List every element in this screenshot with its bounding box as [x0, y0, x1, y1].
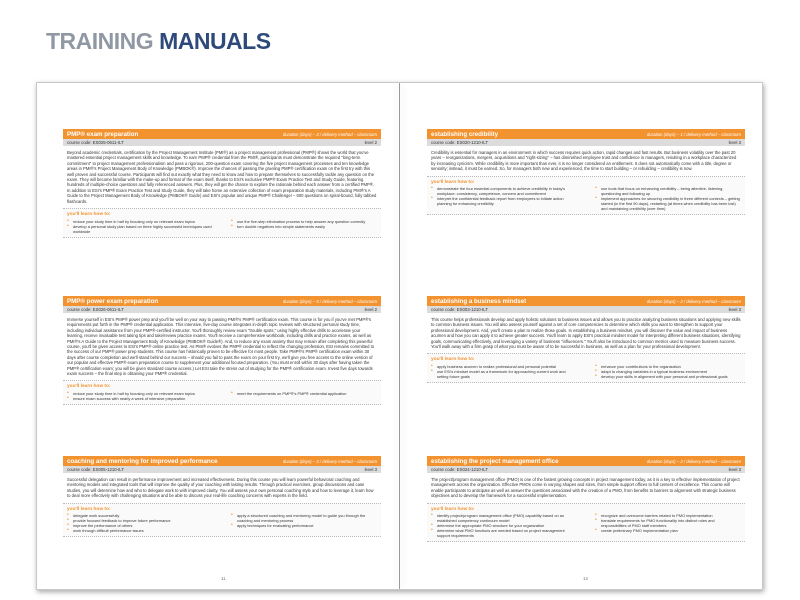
course-description: Credibility is essential for managers in an environment in which success requires quick action, rapid changes and fast results. But business volatility over the past 20 years – reorganizations, mergers, acquisitions and "right-sizing" – has diminished employee trust and confidence in managers, resulting in a workplace characterized by increasing cynicism. While credibility is more important than ever, it is no longer considered an entitlement. It does not automatically come with a title, degree or seniority; instead, it must be earned. So, for managers both new and experienced, the time to start building – or rebuilding – credibility is now.	[431, 150, 737, 172]
course-code: course code: ES005-1210-ILT	[67, 467, 125, 472]
outcomes-right-column	[595, 364, 741, 379]
learning-outcomes-title: you'll learn how to:	[67, 384, 111, 390]
course-description: This course helps professionals develop and apply holistic solutions to business issues and allows you to practice analyzing business situations and applying new skills to common business issues. You will also assess yourself against a set of core competencies to determine which skills you want to strengthen to support your professional development. And, you'll create a plan to realize those goals. In establishing a business mindset, you will discover the value and impact of business acumen and how you can apply it to achieve greater success. You'll learn to apply ESI's practical mindset model for interpreting different business situations, identifying goals, communicating effectively, and leveraging a variety of business "influencers." You'll also be introduced to common metrics used to measure business success. You'll walk away with a firm grasp of what you must be aware of to be successful in business, as well as a plan for your professional development.	[431, 317, 741, 350]
course-title: establishing credibility	[431, 130, 499, 138]
course-description: Successful delegation can result in performance improvement and increased effectiveness. During this course you will learn powerful behavioral coaching and mentoring models and integrated tools that will improve the quality of your coaching with lasting results. Through practical exercises, group discussions and case studies, you will determine how and who to delegate work to with improved clarity. You will assess your own personal coaching style and how to leverage it, learn how to deal more effectively with challenging situations and be able to discuss your real-life coaching concerns with experts in the field.	[67, 477, 374, 499]
list-item: • determine what PMO functions are needed based on project management support requirements	[431, 528, 577, 538]
list-item: • translate requirements for PMO functionality into distinct roles and responsibilities of PMO staff members	[595, 518, 741, 528]
right-page	[427, 83, 745, 589]
list-item: • use ESI's mindset model as a framework for approaching current work and setting future goals	[431, 369, 577, 379]
page-gutter	[399, 83, 400, 589]
outcomes-left-column	[67, 391, 213, 401]
list-item: • recognize and overcome barriers related to PMO implementation	[595, 513, 741, 518]
course-header	[63, 456, 381, 466]
outcomes-left-column	[67, 219, 213, 234]
course-level: level 3	[728, 140, 741, 145]
outcomes-left-column	[431, 513, 577, 538]
course-code: course code: ES025-0611-ILT	[67, 140, 124, 145]
list-item: • provide focused feedback to improve future performance	[67, 518, 213, 523]
course-meta: duration (days) – 2 / delivery method – classroom	[646, 458, 741, 464]
learning-outcomes	[63, 380, 381, 405]
outcomes-right-column	[231, 391, 377, 401]
list-item: • create preliminary PMO implementation plan	[595, 528, 741, 533]
brochure-spread	[36, 82, 763, 590]
outcomes-right-column	[595, 186, 741, 211]
course-header	[427, 296, 745, 306]
learning-outcomes	[427, 176, 745, 216]
list-item: • meet the requirements on PMP®'s PMP® credential application	[231, 391, 377, 396]
course-coaching-and-mentoring	[63, 456, 381, 537]
outcomes-left-column	[431, 364, 577, 379]
course-meta: duration (days) – 2 / delivery method – classroom	[646, 298, 741, 304]
course-meta: duration (days) – 5 / delivery method – classroom	[282, 298, 377, 304]
course-level: level 3	[364, 467, 377, 472]
list-item: • use the five-step elimination process to help answer any question correctly	[231, 219, 377, 224]
learning-outcomes-title: you'll learn how to:	[431, 506, 475, 512]
list-item: • apply techniques for evaluating performance	[231, 523, 377, 528]
course-title: PMP® power exam preparation	[67, 297, 159, 305]
learning-outcomes-title: you'll learn how to:	[67, 212, 111, 218]
learning-outcomes	[427, 353, 745, 383]
learning-outcomes	[427, 503, 745, 543]
course-level: level 2	[364, 140, 377, 145]
course-meta: duration (days) – 1 / delivery method – classroom	[646, 131, 741, 137]
course-header	[427, 129, 745, 139]
course-establishing-credibility	[427, 129, 745, 215]
list-item: • delegate work successfully	[67, 513, 213, 518]
course-title: establishing a business mindset	[431, 297, 527, 305]
list-item: • identify project/program management office (PMO) capability based on an established competency continuum model	[431, 513, 577, 523]
list-item: • interpret the confidential feedback report from employees to initiate action planning for enhancing credibility	[431, 196, 577, 206]
course-title: establishing the project management office	[431, 457, 559, 465]
title-word-training: TRAINING	[46, 28, 154, 54]
course-title: PMP® exam preparation	[67, 130, 139, 138]
course-code-bar	[63, 306, 381, 313]
course-pmp-exam-preparation	[63, 129, 381, 238]
list-item: • improve the performance of others	[67, 523, 213, 528]
course-code: course code: ES020-1210-ILT	[431, 140, 489, 145]
course-code-bar	[427, 306, 745, 313]
outcomes-left-column	[431, 186, 577, 211]
course-code-bar	[427, 139, 745, 146]
list-item: • reduce your study time in half by focusing only on relevant exam topics	[67, 219, 213, 224]
course-code-bar	[427, 466, 745, 473]
list-item: • adapt to changing variables in a typical business environment	[595, 369, 741, 374]
list-item: • develop your skills in alignment with your personal and professional goals	[595, 374, 741, 379]
list-item: • turn double negatives into simple statements easily	[231, 224, 377, 229]
list-item: • apply a structured coaching and mentoring model to guide you through the coaching and mentoring process	[231, 513, 377, 523]
left-page	[63, 83, 381, 589]
course-code-bar	[63, 139, 381, 146]
course-description: Beyond academic credentials, certification by the Project Management Institute (PMI®) as a project management professional (PMP®) shows the world that you've mastered essential project management skills and knowledge. To earn PMP® credential from the PMI®, participants must demonstrate the required "long-term commitment" to project management professionalism and pass a rigorous, 200-question exam covering the five project management processes and ten knowledge areas in PMI®'s Project Management Body of Knowledge (PMBOK®). Improve the chances of passing the grueling PMP® certification exam on the first try with this well proven and successful course. Participants will find out exactly what they need to know and how to prepare themselves to successfully tackle any question on the exam. They will become familiar with the make-up and format of the exam itself, thanks to ESI's exclusive PMP® Exam Practice Test and Study Guide, featuring hundreds of multiple-choice questions and fully referenced answers. Plus, they will get the chance to explore the rationale behind each answer from a certified PMP®. In addition to ESI's PMP® Exam Practice Test and Study Guide, they will take home an extensive collection of exam preparation study materials, including PMI®'s A Guide to the Project Management Body of Knowledge (PMBOK® Guide) and ESI's popular and unique PMP® Challenge! – 600 questions on spiral-bound, fully tabbed flashcards.	[67, 150, 377, 204]
outcomes-left-column	[67, 513, 213, 533]
course-description: Immerse yourself in ESI's PMP® power prep and you'll be well on your way to passing PMI®'s PMP® certification exam. This course is for you if you've met PMP®'s requirements put forth in the PMP® credential application. This intensive, five-day course integrates in-depth topic reviews with structured personal study time, including individual assistance from your PMP®-certified instructor. You'll thoroughly review exam "trouble spots," using highly effective drills to accelerate your learning, receive invaluable test taking tips and take/review practice exams. You'll receive a comprehensive workbook, including drills and practice exams, as well as PMI®'s A Guide to the Project Management Body of Knowledge (PMBOK® Guide®). And, to reduce any exam anxiety that may remain after completing this powerful course, you'll be given access to ESI's PMP® online practice test. As PMI® evolves the PMP® credential to reflect the changing profession, ESI remains committed to the success of our PMP® power prep students. This course has historically proven to be effective for most people. Take PMP®'s PMP® certification exam within 30 days after course completion and we'll stand behind our success – should you fail to pass the exam on your first try, we'll give you free access to the online version of our popular and effective PMP® exam preparation course to supplement your additional focused preparation. (You must enroll within 30 days after having taken the PMP® certification exam; you will be given standard course access.) Let ESI take the stress out of studying for the PMP® certification exam. Invest five days towards exam success – the final step in obtaining your PMP® credential.	[67, 317, 375, 377]
list-item: • determine the appropriate PMO structure for your organization	[431, 523, 577, 528]
list-item: • develop a personal study plan based on three highly successful techniques used worldwide	[67, 224, 213, 234]
course-level: level 2	[364, 307, 377, 312]
learning-outcomes	[63, 208, 381, 238]
list-item: • ensure exam success with nearly a week of intensive preparation	[67, 396, 213, 401]
course-code-bar	[63, 466, 381, 473]
learning-outcomes	[63, 503, 381, 538]
course-header	[63, 129, 381, 139]
list-item: • reduce your study time in half by focusing only on relevant exam topics	[67, 391, 213, 396]
list-item: • enhance your contributions to the organization	[595, 364, 741, 369]
course-description: The project/program management office (PMO) is one of the fastest growing concepts in project management today, as it is a key to effective implementation of project management across the organization. Effective PMOs come in varying shapes and sizes, from simple support offices to full centers of excellence. This course will enable participants to anticipate as well as answer the questions associated with the creation of a PMO, from benefits to barriers to alignment with strategic business objectives and to develop the framework for a successful implementation.	[431, 477, 740, 499]
outcomes-right-column	[231, 513, 377, 533]
course-title: coaching and mentoring for improved performance	[67, 457, 218, 465]
outcomes-right-column	[231, 219, 377, 234]
list-item: • work through difficult performance issues	[67, 528, 213, 533]
title-word-manuals: MANUALS	[159, 28, 271, 54]
learning-outcomes-title: you'll learn how to:	[431, 357, 475, 363]
course-code: course code: ES024-1210-ILT	[431, 467, 489, 472]
course-level: level 3	[728, 307, 741, 312]
page-title	[46, 28, 271, 55]
course-code: course code: ES026-0611-ILT	[67, 307, 124, 312]
course-establishing-pmo	[427, 456, 745, 542]
course-meta: duration (days) – 2 / delivery method – classroom	[282, 131, 377, 137]
course-establishing-business-mindset	[427, 296, 745, 383]
list-item: • implement approaches for securing credibility in three different contexts – getting started (in the first 90 days), restarting (at times when credibility has been lost) and maintaining credibility (over time)	[595, 196, 741, 211]
page-number: 12	[583, 576, 589, 581]
course-header	[63, 296, 381, 306]
course-code: course code: ES003-1210-ILT	[431, 307, 489, 312]
course-header	[427, 456, 745, 466]
learning-outcomes-title: you'll learn how to:	[431, 179, 475, 185]
course-meta: duration (days) – 2 / delivery method – classroom	[282, 458, 377, 464]
outcomes-right-column	[595, 513, 741, 538]
list-item: • use tools that focus on enhancing credibility – being attentive, listening, questioning and following up	[595, 186, 741, 196]
learning-outcomes-title: you'll learn how to:	[67, 506, 111, 512]
list-item: • demonstrate the four essential components to achieve credibility in today's workplace: consistency, competence, concern and commitment	[431, 186, 577, 196]
list-item: • apply business acumen to realize professional and personal potential	[431, 364, 577, 369]
page-number: 11	[221, 576, 226, 581]
course-pmp-power-exam-preparation	[63, 296, 381, 405]
course-level: level 3	[728, 467, 741, 472]
